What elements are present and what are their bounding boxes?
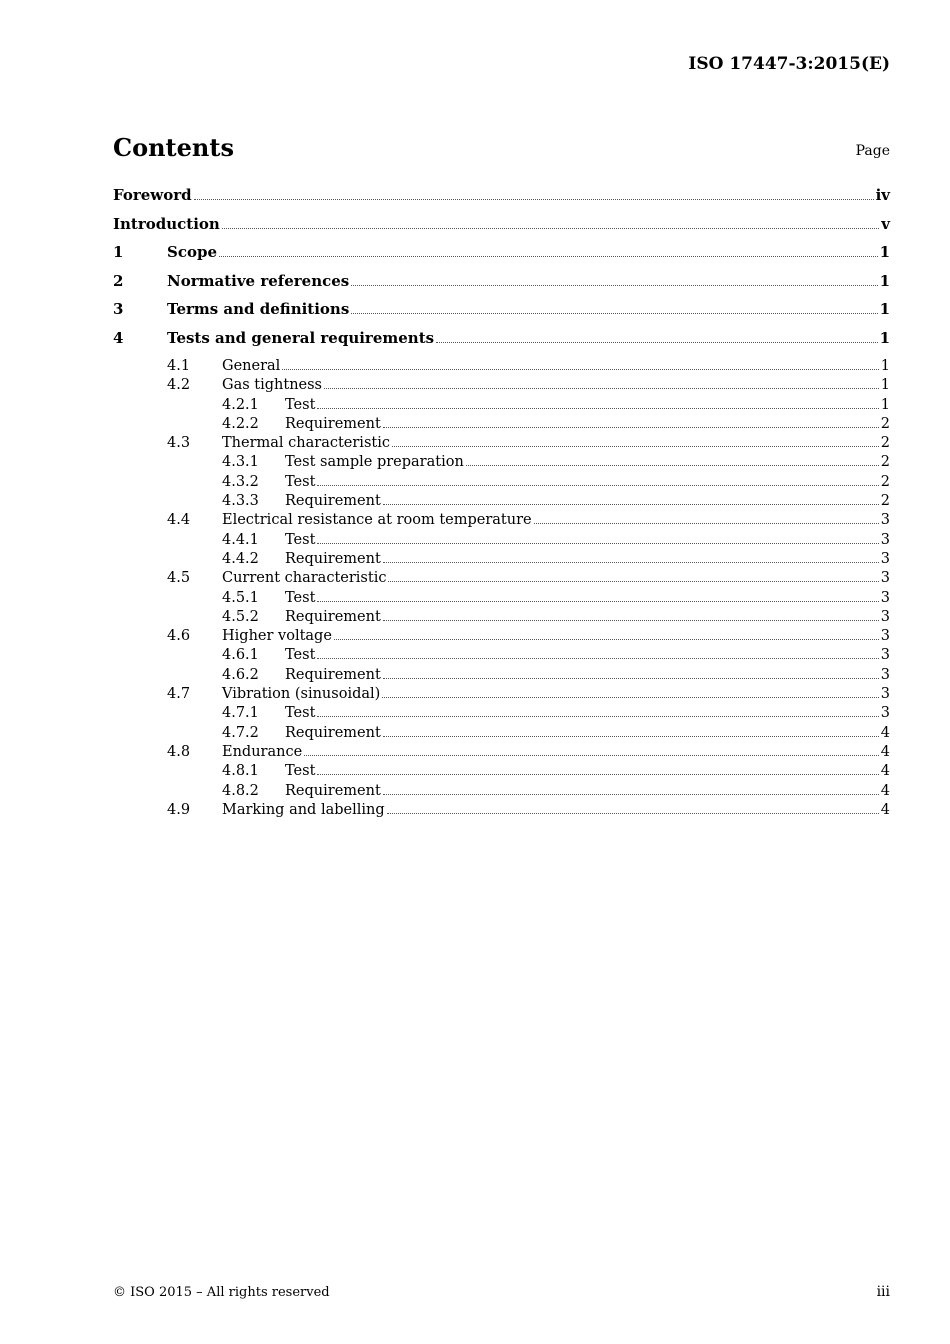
toc-dot-leader [222, 228, 879, 229]
toc-entry-title: Requirement [285, 608, 381, 625]
toc-entry-title: Electrical resistance at room temperature [222, 512, 532, 529]
toc-entry-title: Test [285, 763, 316, 780]
toc-entry-number: 4.9 [167, 801, 191, 818]
toc-entry-number: 4.4.2 [222, 550, 259, 567]
toc-entry-number: 4.6.1 [222, 647, 259, 664]
toc-entry[interactable] [113, 186, 890, 215]
toc-entry[interactable] [113, 782, 890, 801]
toc-entry-page: 2 [880, 415, 890, 432]
toc-entry-number: 4.6.2 [222, 666, 259, 683]
toc-dot-leader [351, 313, 877, 314]
toc-entry[interactable] [113, 272, 890, 301]
toc-entry-number: 4.5 [167, 570, 191, 587]
toc-entry-number: 4.5.1 [222, 589, 259, 606]
toc-entry[interactable] [113, 357, 890, 376]
toc-entry-number: 4.7 [167, 686, 191, 703]
toc-entry[interactable] [113, 329, 890, 358]
table-of-contents [113, 186, 890, 820]
toc-entry-title: Requirement [285, 415, 381, 432]
toc-entry-number: 4.3.3 [222, 493, 259, 510]
toc-entry[interactable] [113, 492, 890, 511]
page-title: Contents [113, 133, 234, 162]
toc-entry-title: Terms and definitions [167, 300, 350, 318]
toc-dot-leader [383, 620, 879, 621]
toc-entry-title: Normative references [167, 271, 350, 290]
toc-entry-number: 4 [113, 328, 124, 347]
toc-entry-page: 3 [880, 628, 890, 645]
toc-entry-title: Test [285, 531, 316, 548]
toc-entry-number: 4.2.2 [222, 415, 259, 432]
toc-entry-page: 3 [880, 705, 890, 722]
toc-entry[interactable] [113, 666, 890, 685]
toc-entry-page: 1 [879, 328, 890, 347]
toc-entry[interactable] [113, 376, 890, 395]
toc-entry[interactable] [113, 434, 890, 453]
toc-dot-leader [383, 678, 879, 679]
toc-entry[interactable] [113, 743, 890, 762]
toc-dot-leader [194, 199, 874, 200]
toc-entry-page: 2 [880, 493, 890, 510]
toc-entry[interactable] [113, 569, 890, 588]
toc-entry-number: 4.3 [167, 435, 191, 452]
toc-entry-title: Marking and labelling [222, 801, 385, 818]
toc-entry-title: Test [285, 705, 316, 722]
toc-entry-page: 2 [880, 473, 890, 490]
toc-entry-title: Higher voltage [222, 628, 332, 645]
toc-entry-page: 4 [880, 743, 890, 760]
toc-entry[interactable] [113, 550, 890, 569]
toc-entry-number: 4.1 [167, 358, 191, 374]
toc-entry-page: 3 [880, 512, 890, 529]
toc-dot-leader [387, 813, 879, 814]
toc-dot-leader [317, 601, 878, 602]
toc-dot-leader [317, 658, 878, 659]
toc-entry-title: Current characteristic [222, 570, 387, 587]
toc-dot-leader [383, 736, 879, 737]
toc-entry[interactable] [113, 704, 890, 723]
toc-entry-title: Requirement [285, 724, 381, 741]
toc-entry-title: Foreword [113, 186, 192, 204]
toc-entry-title: Gas tightness [222, 377, 322, 394]
toc-entry-page: 3 [880, 550, 890, 567]
toc-entry[interactable] [113, 511, 890, 530]
toc-entry[interactable] [113, 215, 890, 244]
toc-dot-leader [334, 639, 879, 640]
toc-dot-leader [324, 388, 879, 389]
toc-entry-title: Scope [167, 243, 218, 261]
toc-dot-leader [392, 446, 879, 447]
toc-entry-title: Test [285, 396, 316, 413]
toc-entry-title: Vibration (sinusoidal) [222, 686, 381, 703]
toc-dot-leader [534, 523, 879, 524]
toc-entry-number: 4.4 [167, 512, 191, 529]
toc-entry-number: 4.4.1 [222, 531, 259, 548]
toc-dot-leader [466, 465, 879, 466]
toc-entry[interactable] [113, 608, 890, 627]
toc-entry-number: 4.8.2 [222, 782, 259, 799]
toc-entry-page: 4 [880, 724, 890, 741]
toc-dot-leader [317, 774, 878, 775]
toc-entry-title: Requirement [285, 493, 381, 510]
toc-entry-page: 3 [880, 570, 890, 587]
toc-dot-leader [317, 716, 878, 717]
toc-entry-title: Test [285, 589, 316, 606]
toc-entry-title: Requirement [285, 550, 381, 567]
toc-entry-page: 4 [880, 782, 890, 799]
toc-dot-leader [351, 285, 877, 286]
toc-entry-number: 4.3.1 [222, 454, 259, 471]
footer-page-number: iii [876, 1284, 890, 1300]
toc-entry[interactable] [113, 300, 890, 329]
toc-entry-page: 1 [879, 243, 890, 261]
toc-entry-number: 4.3.2 [222, 473, 259, 490]
toc-entry-page: 3 [880, 666, 890, 683]
toc-dot-leader [317, 485, 878, 486]
toc-entry-page: 2 [880, 454, 890, 471]
toc-entry[interactable] [113, 531, 890, 550]
toc-entry[interactable] [113, 627, 890, 646]
toc-entry-page: 3 [880, 686, 890, 703]
toc-entry-number: 4.7.2 [222, 724, 259, 741]
toc-dot-leader [317, 543, 878, 544]
toc-entry[interactable] [113, 473, 890, 492]
toc-entry-title: Test [285, 647, 316, 664]
toc-dot-leader [383, 504, 879, 505]
toc-entry-number: 4.8 [167, 743, 191, 760]
toc-entry[interactable] [113, 589, 890, 608]
toc-entry[interactable] [113, 762, 890, 781]
toc-entry[interactable] [113, 724, 890, 743]
toc-entry-number: 2 [113, 271, 124, 290]
toc-entry-page: 2 [880, 435, 890, 452]
toc-entry-page: v [881, 214, 890, 233]
toc-entry-title: Tests and general requirements [167, 328, 435, 347]
toc-entry-title: Test sample preparation [285, 454, 464, 471]
toc-entry-page: 3 [880, 589, 890, 606]
toc-entry[interactable] [113, 415, 890, 434]
toc-entry[interactable] [113, 646, 890, 665]
toc-dot-leader [282, 369, 878, 370]
toc-entry-page: 3 [880, 531, 890, 548]
toc-entry-page: 1 [879, 300, 890, 318]
toc-entry-title: Endurance [222, 743, 303, 760]
toc-entry-page: iv [875, 186, 890, 204]
toc-entry-number: 1 [113, 243, 124, 261]
toc-dot-leader [317, 408, 878, 409]
toc-entry[interactable] [113, 801, 890, 820]
toc-entry-number: 4.6 [167, 628, 191, 645]
toc-entry-number: 4.2.1 [222, 396, 259, 413]
toc-entry-number: 3 [113, 300, 124, 318]
toc-entry-number: 4.8.1 [222, 763, 259, 780]
footer-copyright: © ISO 2015 – All rights reserved [113, 1285, 330, 1300]
toc-entry-number: 4.7.1 [222, 705, 259, 722]
toc-dot-leader [436, 342, 877, 343]
toc-entry-title: Requirement [285, 666, 381, 683]
toc-entry-title: Test [285, 473, 316, 490]
toc-entry-title: Introduction [113, 214, 220, 233]
toc-entry[interactable] [113, 243, 890, 272]
toc-entry-page: 1 [880, 396, 890, 413]
toc-entry-page: 1 [880, 358, 890, 374]
toc-dot-leader [304, 755, 879, 756]
toc-entry-title: Requirement [285, 782, 381, 799]
toc-entry[interactable] [113, 453, 890, 472]
toc-entry[interactable] [113, 396, 890, 415]
toc-dot-leader [383, 794, 879, 795]
toc-entry-title: Thermal characteristic [222, 435, 390, 452]
toc-entry-page: 3 [880, 608, 890, 625]
toc-entry-page: 1 [880, 377, 890, 394]
toc-entry-page: 1 [879, 271, 890, 290]
toc-entry-number: 4.5.2 [222, 608, 259, 625]
toc-dot-leader [388, 581, 878, 582]
toc-dot-leader [383, 562, 879, 563]
toc-entry-page: 4 [880, 801, 890, 818]
toc-entry[interactable] [113, 685, 890, 704]
document-code: ISO 17447-3:2015(E) [688, 54, 890, 74]
toc-entry-number: 4.2 [167, 377, 191, 394]
page-column-label: Page [855, 143, 890, 159]
toc-dot-leader [382, 697, 878, 698]
toc-entry-page: 3 [880, 647, 890, 664]
toc-entry-page: 4 [880, 763, 890, 780]
toc-dot-leader [383, 427, 879, 428]
toc-entry-title: General [222, 358, 281, 374]
toc-dot-leader [219, 256, 878, 257]
